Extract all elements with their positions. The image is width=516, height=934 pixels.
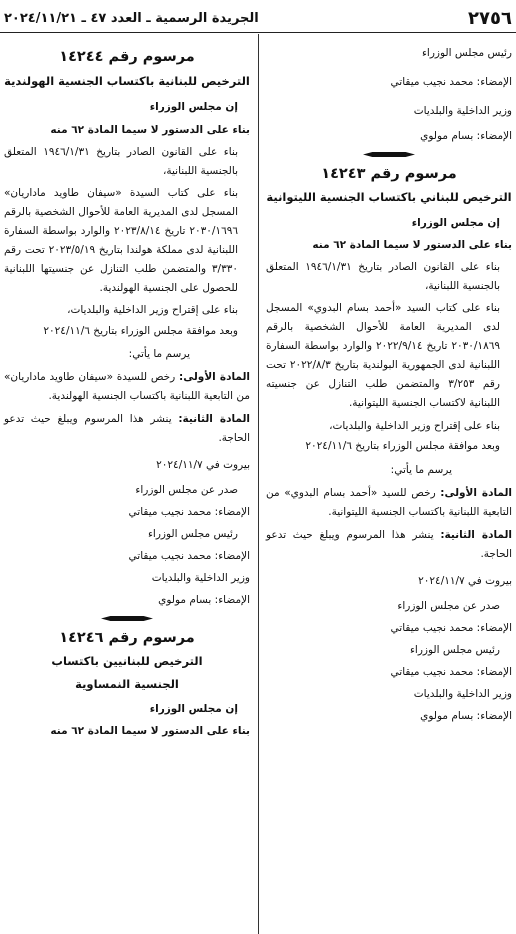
- decree-title: مرسوم رقم ١٤٢٤٤: [59, 49, 195, 65]
- place-date: بيروت في ٢٠٢٤/١١/٧: [156, 459, 250, 471]
- pm-title: رئيس مجلس الوزراء: [409, 644, 500, 656]
- article-one-label: المادة الأولى:: [440, 487, 512, 499]
- council-line: إن مجلس الوزراء: [411, 217, 500, 229]
- tail-president-title: رئيس مجلس الوزراء: [421, 47, 512, 59]
- law-paragraph: بناء على القانون الصادر بتاريخ ١٩٤٦/١/٣١ المتعلق بالجنسية اللبنانية،: [266, 261, 500, 292]
- decree-subject: الترخيص للبناني باكتساب الجنسية الليتوانية: [266, 190, 512, 204]
- right-column: [266, 40, 512, 726]
- constitution-line: بناء على الدستور لا سيما المادة ٦٢ منه: [50, 725, 250, 737]
- signature-pm: الإمضاء: محمد نجيب ميقاتي: [128, 550, 250, 562]
- decrees-line: يرسم ما يأتي:: [390, 464, 452, 476]
- place-date: بيروت في ٢٠٢٤/١١/٧: [418, 575, 512, 587]
- article-two-text: ينشر هذا المرسوم ويبلغ حيث تدعو الحاجة.: [4, 413, 250, 444]
- council-line: إن مجلس الوزراء: [149, 703, 238, 715]
- tail-interior-minister-title: وزير الداخلية والبلديات: [413, 105, 512, 117]
- page-number: ٢٧٥٦: [468, 7, 512, 29]
- signature-interior: الإمضاء: بسام مولوي: [420, 710, 512, 722]
- decree-subject-line-2: الجنسية النمساوية: [75, 677, 179, 691]
- column-divider: [258, 34, 259, 934]
- signature-pm: الإمضاء: محمد نجيب ميقاتي: [390, 666, 512, 678]
- article-one-text: رخص للسيدة «سيفان طاويد ماداريان» من التابعية اللبنانية باكتساب الجنسية الهولندية.: [4, 371, 250, 402]
- approval-line: وبعد موافقة مجلس الوزراء بتاريخ ٢٠٢٤/١١/٦: [305, 440, 500, 452]
- gazette-issue-line: الجريدة الرسمية ـ العدد ٤٧ ـ ٢٠٢٤/١١/٢١: [4, 10, 259, 26]
- signature-president: الإمضاء: محمد نجيب ميقاتي: [390, 622, 512, 634]
- issued-by: صدر عن مجلس الوزراء: [135, 484, 238, 496]
- article-one-text: رخص للسيد «أحمد بسام البدوي» من التابعية اللبنانية باكتساب الجنسية الليتوانية.: [266, 487, 512, 518]
- decree-title: مرسوم رقم ١٤٢٤٦: [59, 630, 195, 646]
- article-two: [266, 526, 512, 564]
- constitution-line: بناء على الدستور لا سيما المادة ٦٢ منه: [50, 124, 250, 136]
- decree-14243: [266, 165, 512, 726]
- pm-title: رئيس مجلس الوزراء: [147, 528, 238, 540]
- interior-minister-title: وزير الداخلية والبلديات: [413, 688, 512, 700]
- article-two-label: المادة الثانية:: [178, 413, 250, 425]
- article-two-label: المادة الثانية:: [440, 529, 512, 541]
- approval-line: وبعد موافقة مجلس الوزراء بتاريخ ٢٠٢٤/١١/٦: [43, 325, 238, 337]
- tail-signature-pm: الإمضاء: محمد نجيب ميقاتي: [390, 76, 512, 88]
- decree-subject: الترخيص للبنانية باكتساب الجنسية الهولندية: [4, 74, 250, 88]
- header-rule: [0, 32, 516, 33]
- council-line: إن مجلس الوزراء: [149, 101, 238, 113]
- left-column: [4, 40, 250, 741]
- law-paragraph: بناء على القانون الصادر بتاريخ ١٩٤٦/١/٣١ المتعلق بالجنسية اللبنانية،: [4, 146, 238, 177]
- section-separator: [363, 152, 415, 157]
- signature-president: الإمضاء: محمد نجيب ميقاتي: [128, 506, 250, 518]
- interior-minister-title: وزير الداخلية والبلديات: [151, 572, 250, 584]
- letter-paragraph: بناء على كتاب السيدة «سيفان طاويد ماداريان» المسجل لدى المديرية العامة للأحوال الشخصية بالرقم ٢٠٣٠/١٦٩٦ تاريخ ٢٠٢٣/٨/١٤ والوارد بواسطة السفارة اللبنانية لدى مملكة هولندا بتاريخ ٢٠٢٣/٥/١٩ تحت رقم ٣/٣٣٠ والمتضمن طلب التنازل عن جنسيتها اللبنانية للحصول على الجنسية الهولندية.: [4, 187, 238, 294]
- proposal-line: بناء على إقتراح وزير الداخلية والبلديات،: [67, 304, 238, 316]
- article-one-label: المادة الأولى:: [179, 371, 250, 383]
- decree-14246: [4, 629, 250, 741]
- article-one: [266, 484, 512, 522]
- article-one: [4, 368, 250, 406]
- article-two-text: ينشر هذا المرسوم ويبلغ حيث تدعو الحاجة.: [266, 529, 512, 560]
- article-two: [4, 410, 250, 448]
- letter-paragraph: بناء على كتاب السيد «أحمد بسام البدوي» المسجل لدى المديرية العامة للأحوال الشخصية بالرقم ٢٠٣٠/١٨٦٩ تاريخ ٢٠٢٢/٩/١٤ والوارد بواسطة السفارة اللبنانية لدى الجمهورية البولندية بتاريخ ٢٠٢٢/٨/٣ تحت رقم ٣/٢٥٣ والمتضمن طلب التنازل عن جنسيته اللبنانية لاكتساب الجنسية الليتوانية.: [266, 302, 500, 409]
- decree-title: مرسوم رقم ١٤٢٤٣: [321, 166, 457, 182]
- proposal-line: بناء على إقتراح وزير الداخلية والبلديات،: [329, 420, 500, 432]
- issued-by: صدر عن مجلس الوزراء: [397, 600, 500, 612]
- decree-14244: [4, 40, 250, 610]
- tail-signature-interior: الإمضاء: بسام مولوي: [420, 130, 512, 142]
- page-header: [4, 4, 512, 32]
- constitution-line: بناء على الدستور لا سيما المادة ٦٢ منه: [312, 239, 512, 251]
- decree-subject-line-1: الترخيص للبنانيين باكتساب: [51, 654, 203, 668]
- section-separator: [101, 616, 153, 621]
- decrees-line: يرسم ما يأتي:: [128, 348, 190, 360]
- signature-interior: الإمضاء: بسام مولوي: [158, 594, 250, 606]
